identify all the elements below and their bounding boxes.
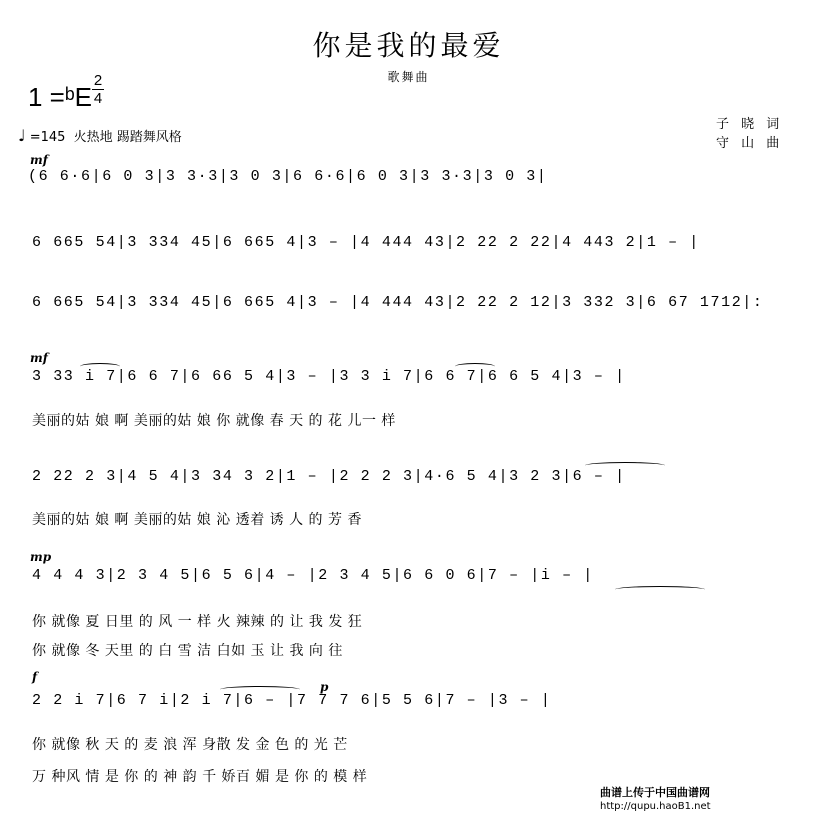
song-title: 你是我的最爱	[312, 29, 505, 62]
composer: 守 山 曲	[716, 136, 784, 151]
lyrics-row-5: 美丽的姑 娘 啊 美丽的姑 娘 沁 透着 诱 人 的 芳 香	[32, 512, 362, 528]
credits	[716, 115, 783, 153]
key-signature: 1 =ᵇE	[28, 82, 93, 112]
site-name: 曲谱上传于中国曲谱网	[600, 786, 710, 799]
dynamic-mark: mp	[30, 550, 52, 564]
score-row-3: 6 665 54|3 334 45|6 665 4|3 – |4 444 43|2 22 2 12|3 332 3|6 67 1712|:	[32, 294, 764, 311]
score-row-7: 2 2 i 7|6 7 i|2 i 7|6 – |7 7 7 6|5 5 6|7 – |3 – |	[32, 692, 552, 709]
lyrics-row-7b: 万 种风 情 是 你 的 神 韵 千 娇百 媚 是 你 的 模 样	[32, 769, 368, 785]
slur-mark	[585, 462, 665, 469]
time-top: 2	[93, 72, 103, 89]
score-row-1: (6 6·6|6 0 3|3 3·3|3 0 3|6 6·6|6 0 3|3 3·3|3 0 3|	[28, 168, 548, 185]
tempo-value: =145	[29, 130, 66, 145]
site-watermark	[600, 786, 711, 814]
score-row-2: 6 665 54|3 334 45|6 665 4|3 – |4 444 43|2 22 2 22|4 443 2|1 – |	[32, 234, 700, 251]
dynamic-mark: p	[320, 680, 329, 694]
score-row-6: 4 4 4 3|2 3 4 5|6 5 6|4 – |2 3 4 5|6 6 0 6|7 – |i – |	[32, 567, 594, 584]
score-row-4: 3 33 i 7|6 6 7|6 66 5 4|3 – |3 3 i 7|6 6 7|6 6 5 4|3 – |	[32, 368, 626, 385]
score-row-5: 2 22 2 3|4 5 4|3 34 3 2|1 – |2 2 2 3|4·6 5 4|3 2 3|6 – |	[32, 468, 626, 485]
lyrics-row-7a: 你 就像 秋 天 的 麦 浪 浑 身散 发 金 色 的 光 芒	[32, 737, 348, 753]
dynamic-mark: mf	[30, 351, 48, 365]
dynamic-mark: mf	[30, 153, 48, 167]
time-bottom: 4	[93, 90, 103, 107]
lyricist: 子 晓 词	[716, 117, 784, 132]
lyrics-row-6a: 你 就像 夏 日里 的 风 一 样 火 辣辣 的 让 我 发 狂	[32, 614, 363, 630]
quarter-note-icon: ♩	[18, 126, 26, 145]
tempo-marking	[18, 126, 182, 145]
song-genre: 歌舞曲	[387, 70, 430, 84]
lyrics-row-6b: 你 就像 冬 天里 的 白 雪 洁 白如 玉 让 我 向 往	[32, 643, 343, 659]
time-signature	[92, 72, 104, 107]
site-url: http://qupu.haoB1.net	[600, 801, 711, 812]
expression-text: 火热地 踢踏舞风格	[73, 130, 182, 145]
slur-mark	[80, 363, 120, 370]
dynamic-mark: f	[32, 670, 38, 684]
slur-mark	[615, 586, 705, 593]
slur-mark	[455, 363, 495, 370]
lyrics-row-4: 美丽的姑 娘 啊 美丽的姑 娘 你 就像 春 天 的 花 儿一 样	[32, 413, 396, 429]
slur-mark	[220, 686, 300, 693]
